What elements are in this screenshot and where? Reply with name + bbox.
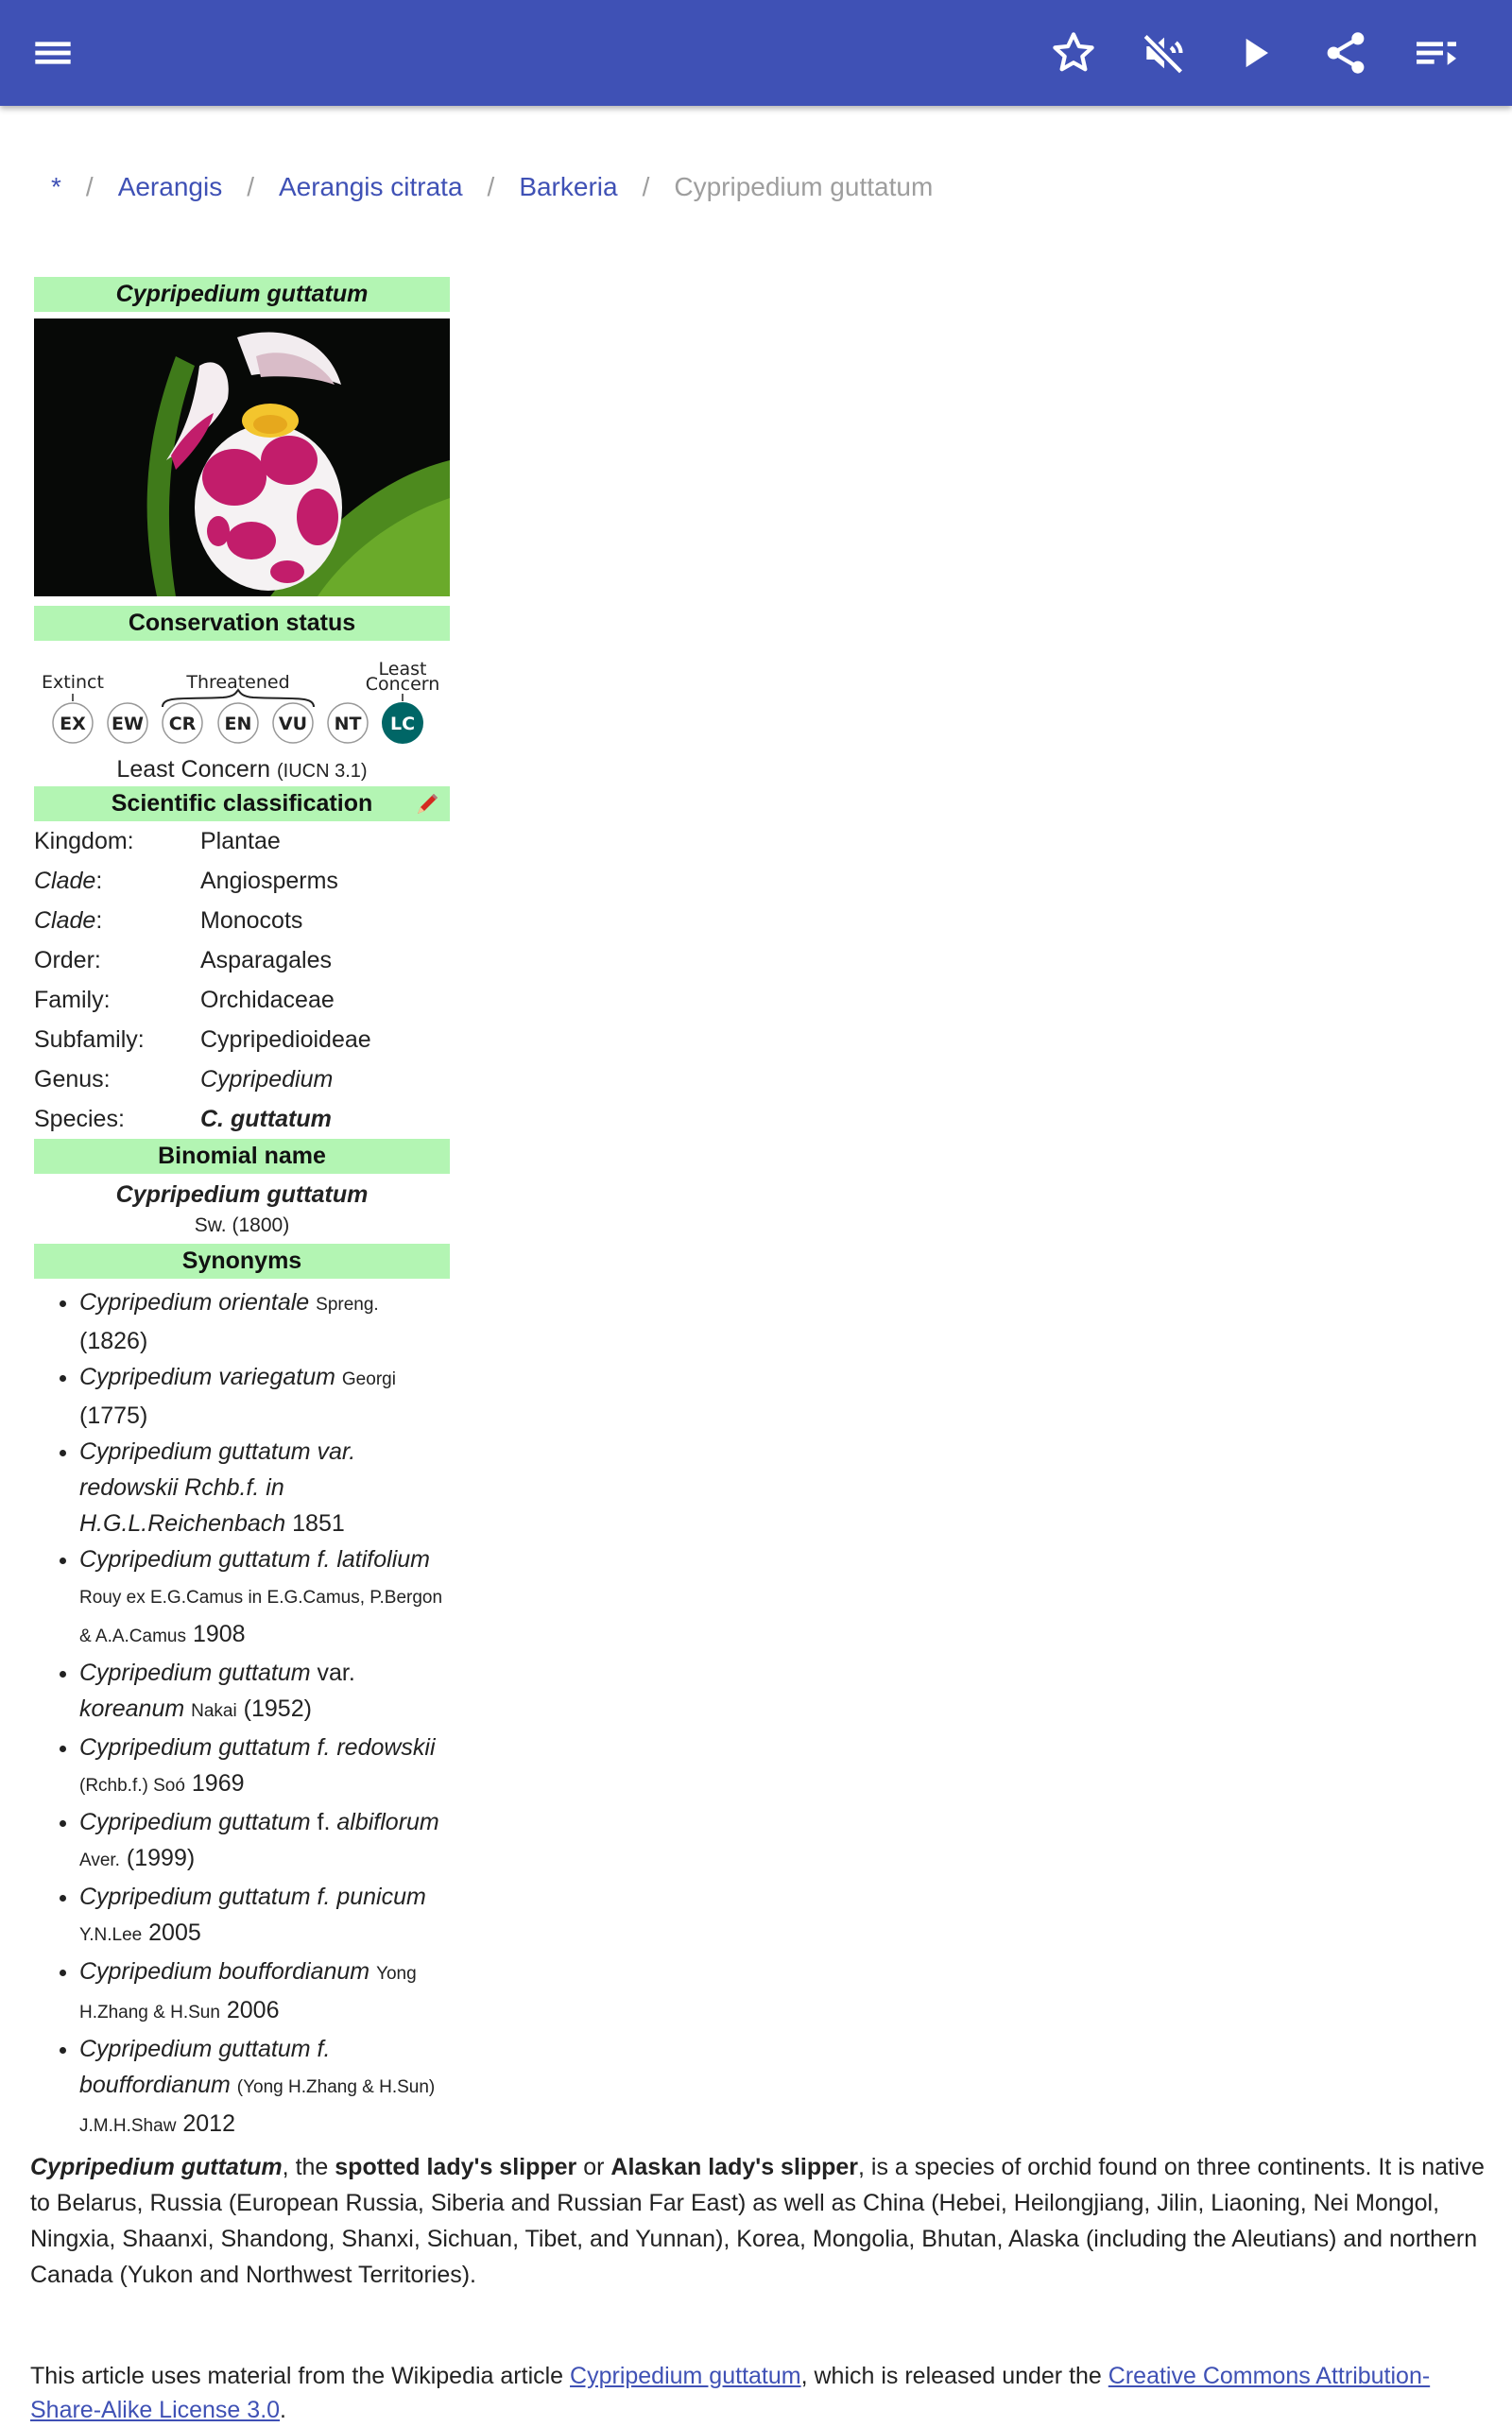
row-value[interactable]: Cypripedioideae <box>200 1026 371 1053</box>
status-en <box>218 703 258 743</box>
synonym-name: Cypripedium variegatum <box>79 1364 335 1390</box>
list-item <box>79 1655 450 1730</box>
playlist-icon[interactable] <box>1410 26 1463 79</box>
synonym-name: Cypripedium guttatum f. latifolium <box>79 1546 430 1573</box>
list-item <box>79 1284 450 1359</box>
row-key: Subfamily: <box>34 1026 145 1053</box>
conservation-caption <box>34 752 450 786</box>
article-lead-name: Cypripedium guttatum <box>30 2154 283 2180</box>
clade-link[interactable]: Clade <box>34 907 96 934</box>
row-value: C. guttatum <box>200 1106 332 1132</box>
status-ex <box>53 703 93 743</box>
synonym-year: 2006 <box>226 1997 280 2023</box>
svg-text:EN: EN <box>224 714 252 734</box>
svg-text:NT: NT <box>334 714 362 734</box>
svg-text:EW: EW <box>112 714 144 734</box>
breadcrumb-item-barkeria[interactable]: Barkeria <box>519 172 618 201</box>
license-text: , which is released under the <box>800 2363 1108 2389</box>
article-text: , is a species of orchid found on three continents. It is native to Belarus, Russia (European Russia, Siberia and Russian Far East) as well as China (Hebei, Heilongjiang, Jilin, Liaoning, Nei Mongol, Ningxia, Shaanxi, Shandong, Shanxi, Sichuan, Tibet, and Yunnan), Korea, Mongolia, Bhutan, Alaska (including the Aleutians) and northern Canada (Yukon and Northwest Territories). <box>30 2154 1485 2288</box>
license-text: This article uses material from the Wikipedia article <box>30 2363 571 2389</box>
label-concern: Concern <box>365 674 440 695</box>
status-cr <box>163 703 202 743</box>
row-key: Genus: <box>34 1066 111 1093</box>
row-value[interactable]: Monocots <box>200 907 303 934</box>
conservation-status-scale <box>34 641 450 745</box>
orchid-photo[interactable] <box>34 318 450 596</box>
synonym-year: (1775) <box>79 1403 148 1429</box>
synonym-name: Cypripedium guttatum f. bouffordianum <box>79 2036 331 2098</box>
infobox-title: Cypripedium guttatum <box>34 277 450 312</box>
breadcrumb-separator: / <box>487 172 495 201</box>
conservation-source: (IUCN 3.1) <box>276 761 368 782</box>
synonym-author: Nakai <box>191 1701 237 1721</box>
article-paragraph <box>30 2149 1486 2293</box>
conservation-header: Conservation status <box>34 606 450 641</box>
play-icon[interactable] <box>1228 26 1281 79</box>
svg-text:CR: CR <box>168 714 197 734</box>
synonym-year: 1969 <box>191 1770 245 1797</box>
breadcrumb-separator: / <box>85 172 94 201</box>
row-key: Family: <box>34 987 111 1013</box>
synonym-author: Y.N.Lee <box>79 1925 143 1945</box>
row-key: Kingdom: <box>34 828 134 854</box>
menu-icon[interactable] <box>26 26 79 79</box>
breadcrumb-separator: / <box>247 172 254 201</box>
row-value[interactable]: Orchidaceae <box>200 987 335 1013</box>
conservation-status-text: Least Concern <box>116 756 271 783</box>
row-key: Order: <box>34 947 101 973</box>
row-value[interactable]: Plantae <box>200 828 281 854</box>
breadcrumb-separator: / <box>642 172 650 201</box>
synonym-author: Spreng. <box>316 1295 379 1315</box>
synonym-year: (1999) <box>126 1845 196 1871</box>
common-name-2: Alaskan lady's slipper <box>610 2154 859 2180</box>
synonym-name: Cypripedium guttatum var. redowskii Rchb.f. in H.G.L.Reichenbach <box>79 1438 356 1537</box>
synonym-name: Cypripedium guttatum f. redowskii <box>79 1734 436 1761</box>
synonym-epithet: albiflorum <box>336 1809 439 1835</box>
svg-text:EX: EX <box>60 714 86 734</box>
synonym-author: Georgi <box>341 1369 396 1389</box>
app-bar <box>0 0 1512 106</box>
row-value[interactable]: Angiosperms <box>200 868 338 894</box>
synonym-year: (1952) <box>243 1695 312 1722</box>
synonym-year: 1908 <box>192 1621 246 1647</box>
table-row <box>34 980 450 1020</box>
list-item <box>79 1541 450 1655</box>
synonyms-list <box>34 1284 450 2144</box>
list-item <box>79 1434 450 1541</box>
synonym-author: Rouy ex E.G.Camus in E.G.Camus, P.Bergon & A.A.Camus <box>79 1588 443 1646</box>
row-key: Clade: <box>34 868 103 894</box>
list-item <box>79 1730 450 1804</box>
row-key: Species: <box>34 1106 125 1132</box>
table-row <box>34 901 450 940</box>
row-value[interactable]: Cypripedium <box>200 1066 334 1093</box>
list-item <box>79 1954 450 2031</box>
synonym-name: Cypripedium bouffordianum <box>79 1958 370 1985</box>
status-vu <box>273 703 313 743</box>
table-row <box>34 861 450 901</box>
list-item <box>79 1879 450 1954</box>
license-text: . <box>280 2397 286 2423</box>
common-name-1: spotted lady's slipper <box>335 2154 577 2180</box>
synonym-name: Cypripedium guttatum f. punicum <box>79 1884 426 1910</box>
table-row <box>34 1020 450 1059</box>
breadcrumb <box>51 166 933 208</box>
breadcrumb-item-aerangis-citrata[interactable]: Aerangis citrata <box>278 172 463 201</box>
license-link[interactable]: Creative Commons Attribution-Share-Alike License 3.0 <box>30 2363 1431 2423</box>
breadcrumb-item-root[interactable]: * <box>51 172 61 201</box>
status-nt <box>328 703 368 743</box>
star-icon[interactable] <box>1047 26 1100 79</box>
status-lc <box>382 702 423 744</box>
wikipedia-article-link[interactable]: Cypripedium guttatum <box>570 2363 801 2389</box>
list-item <box>79 2031 450 2144</box>
synonym-author: (Rchb.f.) Soó <box>79 1776 185 1796</box>
list-item <box>79 1804 450 1879</box>
svg-text:LC: LC <box>389 714 416 734</box>
row-key: Clade: <box>34 907 103 934</box>
list-item <box>79 1359 450 1434</box>
synonym-rank: var. <box>317 1660 355 1686</box>
table-row <box>34 1059 450 1099</box>
label-extinct: Extinct <box>42 672 104 693</box>
edit-pencil-icon[interactable] <box>412 789 442 819</box>
synonym-year: 2012 <box>182 2110 235 2137</box>
label-least: Least <box>378 659 427 680</box>
table-row <box>34 1099 450 1139</box>
synonym-year: (1826) <box>79 1328 148 1354</box>
synonyms-header: Synonyms <box>34 1244 450 1279</box>
label-threatened: Threatened <box>186 672 290 693</box>
mute-icon[interactable] <box>1138 26 1191 79</box>
synonym-rank: f. <box>317 1809 331 1835</box>
article-text: , the <box>282 2154 335 2180</box>
license-notice <box>30 2359 1486 2427</box>
synonym-name: Cypripedium guttatum <box>79 1809 311 1835</box>
breadcrumb-item-aerangis[interactable]: Aerangis <box>117 172 223 201</box>
binomial-header: Binomial name <box>34 1139 450 1174</box>
synonym-year: 1851 <box>292 1510 345 1537</box>
breadcrumb-current: Cypripedium guttatum <box>674 172 934 201</box>
row-value[interactable]: Asparagales <box>200 947 332 973</box>
share-icon[interactable] <box>1319 26 1372 79</box>
table-row <box>34 940 450 980</box>
binomial-name: Cypripedium guttatum <box>115 1181 369 1208</box>
status-ew <box>108 703 147 743</box>
binomial-authority: Sw. (1800) <box>194 1214 290 1236</box>
infobox <box>34 277 450 2144</box>
classification-table <box>34 821 450 1139</box>
table-row <box>34 821 450 861</box>
classification-header <box>34 786 450 821</box>
synonym-author: (Yong H.Zhang & H.Sun) J.M.H.Shaw <box>79 2077 436 2136</box>
clade-link[interactable]: Clade <box>34 868 96 894</box>
synonym-name: Cypripedium orientale <box>79 1289 310 1316</box>
article-text: or <box>576 2154 611 2180</box>
svg-text:VU: VU <box>278 714 308 734</box>
synonym-year: 2005 <box>148 1919 201 1946</box>
synonym-epithet: koreanum <box>79 1695 185 1722</box>
synonym-author: Yong H.Zhang & H.Sun <box>79 1964 417 2022</box>
synonym-author: Aver. <box>79 1850 120 1870</box>
synonym-name: Cypripedium guttatum <box>79 1660 311 1686</box>
classification-header-label: Scientific classification <box>111 790 373 817</box>
